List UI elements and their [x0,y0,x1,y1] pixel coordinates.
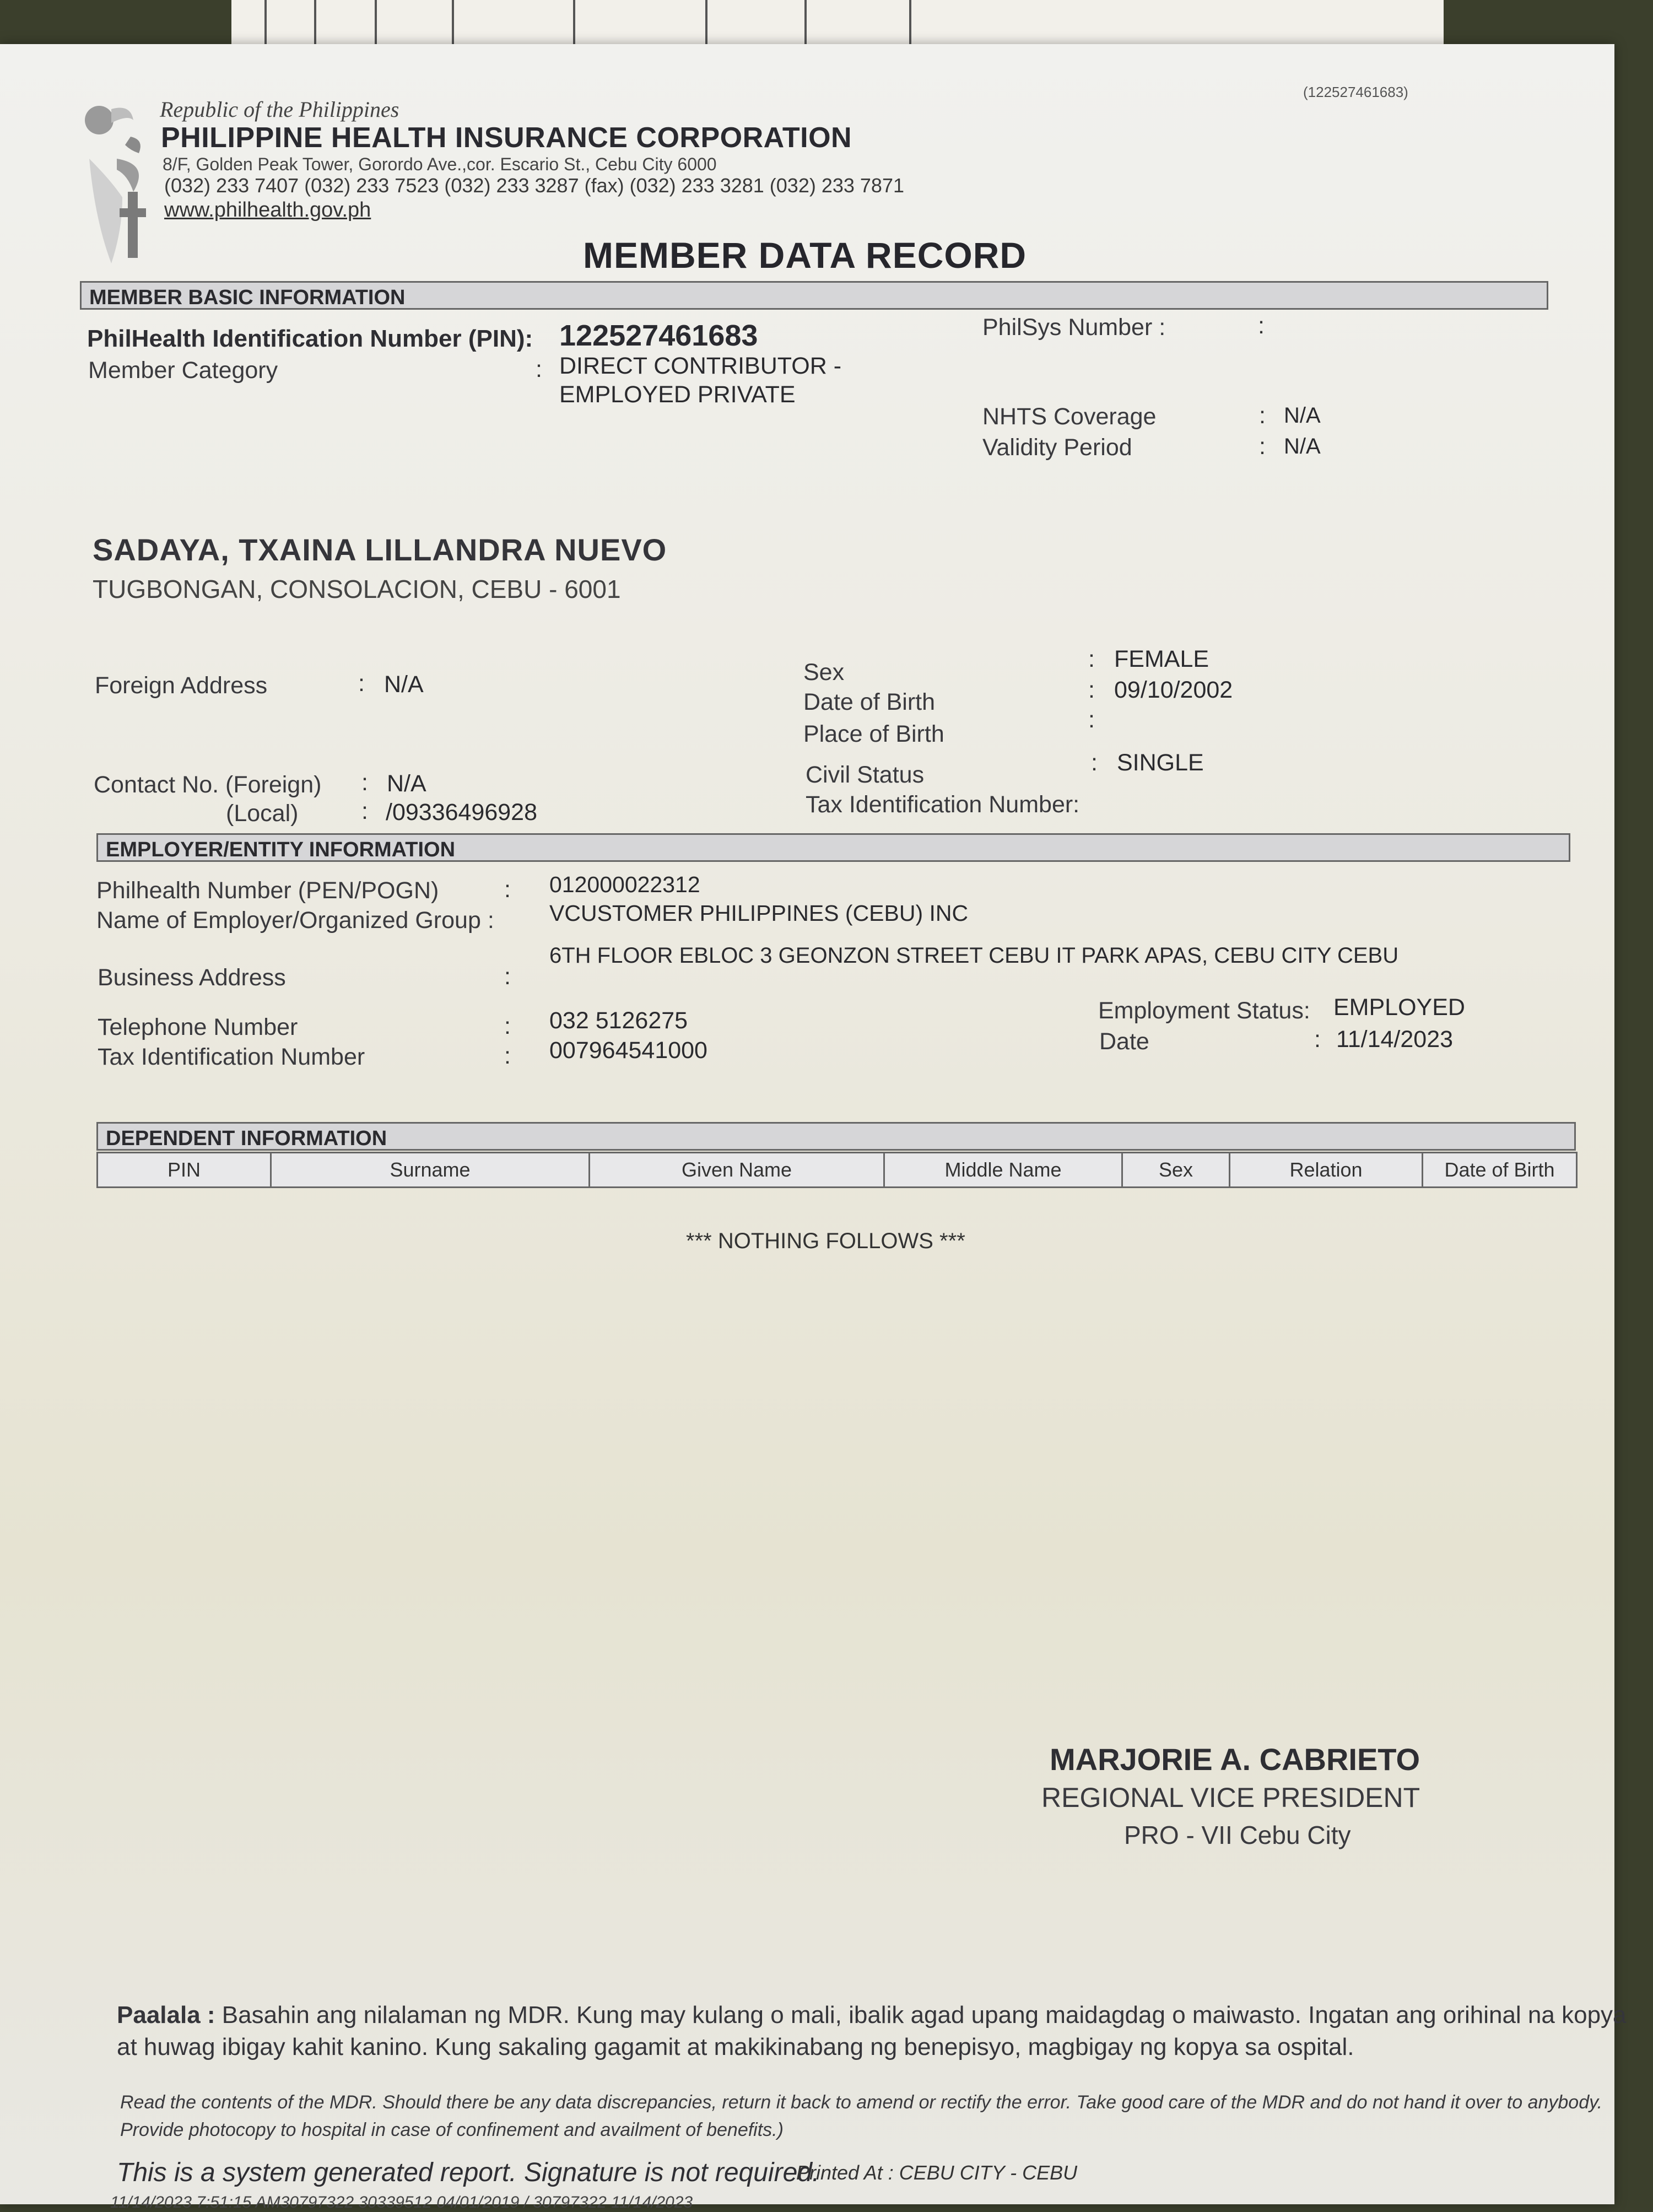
column-header-middle-name: Middle Name [884,1153,1122,1188]
column-header-date-of-birth: Date of Birth [1423,1153,1577,1188]
contact-local-label: (Local) [226,800,299,827]
employer-telephone-value: 032 5126275 [549,1007,688,1034]
employment-date-colon: : [1314,1026,1321,1053]
paalala-text: Basahin ang nilalaman ng MDR. Kung may kulang o mali, ibalik agad upang maidagdag o maiwasto. Ingatan ang orihinal na kopya at huwag ibigay kahit kanino. Kung sakaling gagamit at makikinabang ng benepisyo, magbigay ng kopya sa ospital. [117,2001,1627,2060]
column-header-surname: Surname [271,1153,590,1188]
signatory-office: PRO - VII Cebu City [1124,1821,1351,1849]
member-category-value-1: DIRECT CONTRIBUTOR - [559,353,842,379]
pen-label: Philhealth Number (PEN/POGN) [96,877,439,904]
nhts-value: N/A [1284,403,1321,428]
employer-tin-value: 007964541000 [549,1037,707,1064]
dependent-section-bar [96,1122,1576,1151]
contact-foreign-value: N/A [387,770,426,797]
pob-label: Place of Birth [803,721,944,747]
employer-tin-colon: : [504,1043,511,1069]
member-address: TUGBONGAN, CONSOLACION, CEBU - 6001 [93,575,621,603]
contact-local-value: /09336496928 [386,799,538,826]
business-address-value: 6TH FLOOR EBLOC 3 GEONZON STREET CEBU IT PARK APAS, CEBU CITY CEBU [549,943,1399,968]
employment-date-value: 11/14/2023 [1336,1026,1454,1053]
system-generated-note: This is a system generated report. Signature is not required. [117,2158,820,2187]
employment-status-value: EMPLOYED [1333,994,1465,1021]
member-category-value-2: EMPLOYED PRIVATE [559,381,796,408]
dependents-table [96,1152,1578,1188]
pen-value: 012000022312 [549,872,700,897]
employer-name-label: Name of Employer/Organized Group : [96,907,494,934]
pin-label: PhilHealth Identification Number (PIN): [87,325,533,352]
print-timestamp-line: 11/14/2023 7:51:15 AM30797322 30339512 04/01/2019 / 30797322 11/14/2023 [110,2193,693,2211]
english-notice: Read the contents of the MDR. Should there be any data discrepancies, return it back to amend or rectify the error. Take good care of the MDR and do not hand it over to anybody. Provide photocopy to hospital in case of confinement and availment of benefits.) [120,2092,1603,2140]
philhealth-logo [78,98,155,280]
employer-tin-label: Tax Identification Number [98,1044,365,1070]
printed-at: Printed At : CEBU CITY - CEBU [796,2161,1078,2184]
nothing-follows-marker: *** NOTHING FOLLOWS *** [686,1229,965,1253]
office-phones: (032) 233 7407 (032) 233 7523 (032) 233 3287 (fax) (032) 233 3281 (032) 233 7871 [164,174,904,197]
employment-status-label: Employment Status: [1098,997,1310,1024]
column-header-relation: Relation [1230,1153,1423,1188]
republic-label: Republic of the Philippines [160,97,399,122]
foreign-address-value: N/A [384,671,424,698]
member-basic-section-label: MEMBER BASIC INFORMATION [89,286,406,309]
employer-section-bar [96,833,1570,862]
office-address: 8/F, Golden Peak Tower, Gorordo Ave.,cor. Escario St., Cebu City 6000 [163,154,717,174]
validity-value: N/A [1284,434,1321,458]
column-header-sex: Sex [1122,1153,1230,1188]
signatory-title: REGIONAL VICE PRESIDENT [1041,1782,1420,1813]
signatory-name: MARJORIE A. CABRIETO [1050,1742,1420,1777]
employer-section-label: EMPLOYER/ENTITY INFORMATION [106,838,456,861]
civil-status-label: Civil Status [806,762,925,788]
validity-label: Validity Period [982,434,1132,461]
pen-colon: : [504,876,511,903]
paalala-label: Paalala : [117,2001,215,2028]
member-name: SADAYA, TXAINA LILLANDRA NUEVO [93,532,667,567]
dependent-section-label: DEPENDENT INFORMATION [106,1127,387,1150]
member-basic-section-bar [80,281,1548,310]
business-address-label: Business Address [98,964,286,991]
philsys-colon: : [1258,312,1265,339]
civil-status-value: SINGLE [1117,749,1204,776]
civil-status-colon: : [1091,749,1098,776]
dependents-header-row [98,1153,1577,1188]
corporation-name: PHILIPPINE HEALTH INSURANCE CORPORATION [161,122,852,154]
column-header-given-name: Given Name [590,1153,884,1188]
sex-value: FEMALE [1114,646,1209,672]
dob-label: Date of Birth [803,689,935,715]
member-tin-label: Tax Identification Number: [806,791,1080,818]
contact-foreign-label: Contact No. (Foreign) [94,771,322,798]
foreign-address-colon: : [358,670,365,697]
contact-foreign-colon: : [361,769,368,796]
nhts-label: NHTS Coverage [982,403,1157,430]
employer-telephone-label: Telephone Number [98,1014,298,1040]
foreign-address-label: Foreign Address [95,672,268,699]
dob-colon: : [1088,677,1095,703]
contact-local-colon: : [361,798,368,824]
employment-date-label: Date [1099,1028,1149,1055]
record-serial: (122527461683) [1303,84,1408,100]
website-link[interactable]: www.philhealth.gov.ph [164,198,371,222]
category-colon: : [536,356,542,382]
nhts-colon: : [1259,402,1266,429]
philsys-label: PhilSys Number : [982,314,1166,341]
pob-colon: : [1088,706,1095,733]
validity-colon: : [1259,433,1266,460]
member-data-record-sheet [0,44,1627,2211]
document-title: MEMBER DATA RECORD [583,235,1027,276]
sex-label: Sex [803,659,845,686]
sex-colon: : [1088,646,1095,672]
column-header-pin: PIN [98,1153,271,1188]
employer-name-value: VCUSTOMER PHILIPPINES (CEBU) INC [549,900,969,926]
dob-value: 09/10/2002 [1114,677,1233,703]
employer-telephone-colon: : [504,1013,511,1039]
business-address-colon: : [504,963,511,990]
paalala-notice [117,1999,1638,2063]
member-category-label: Member Category [88,357,278,384]
pin-value: 122527461683 [559,319,758,352]
